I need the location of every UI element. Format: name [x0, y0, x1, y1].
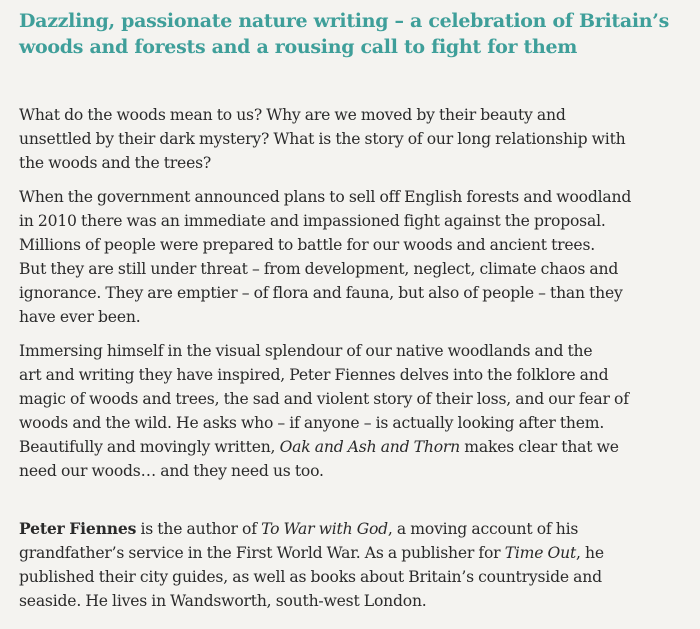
- paragraph-line: What do the woods mean to us? Why are we moved by their beauty and: [19, 106, 566, 124]
- text-run: is the author of: [136, 520, 262, 538]
- paragraph-line: Millions of people were prepared to battle for our woods and ancient trees.: [19, 236, 596, 254]
- bio-line: [19, 541, 691, 565]
- headline-line-2: woods and forests and a rousing call to fight for them: [19, 36, 578, 58]
- paragraph-1: [19, 103, 691, 175]
- paragraph-line: [19, 435, 691, 459]
- text-run: , a moving account of his: [387, 520, 579, 538]
- paragraph-line: woods and the wild. He asks who – if anyone – is actually looking after them.: [19, 414, 605, 432]
- text-run: Beautifully and movingly written,: [19, 438, 280, 456]
- book-title: To War with God: [261, 520, 388, 538]
- bio-line: seaside. He lives in Wandsworth, south-west London.: [19, 592, 427, 610]
- book-title: Oak and Ash and Thorn: [279, 438, 461, 456]
- author-bio: [19, 517, 691, 613]
- bio-line: published their city guides, as well as books about Britain’s countryside and: [19, 568, 602, 586]
- paragraph-line: magic of woods and trees, the sad and violent story of their loss, and our fear of: [19, 390, 629, 408]
- paragraph-line: ignorance. They are emptier – of flora and fauna, but also of people – than they: [19, 284, 623, 302]
- paragraph-line: When the government announced plans to sell off English forests and woodland: [19, 188, 632, 206]
- paragraph-line: need our woods… and they need us too.: [19, 462, 324, 480]
- publication-title: Time Out: [504, 544, 577, 562]
- paragraph-line: But they are still under threat – from development, neglect, climate chaos and: [19, 260, 619, 278]
- back-cover: [19, 8, 691, 613]
- text-run: grandfather’s service in the First World War. As a publisher for: [19, 544, 505, 562]
- paragraph-3: [19, 339, 691, 483]
- paragraph-line: unsettled by their dark mystery? What is the story of our long relationship with: [19, 130, 626, 148]
- text-run: , he: [576, 544, 604, 562]
- paragraph-line: Immersing himself in the visual splendour of our native woodlands and the: [19, 342, 593, 360]
- text-run: makes clear that we: [460, 438, 619, 456]
- paragraph-line: art and writing they have inspired, Peter Fiennes delves into the folklore and: [19, 366, 609, 384]
- paragraph-line: the woods and the trees?: [19, 154, 212, 172]
- paragraph-line: in 2010 there was an immediate and impassioned fight against the proposal.: [19, 212, 606, 230]
- headline-line-1: Dazzling, passionate nature writing – a celebration of Britain’s: [19, 10, 670, 32]
- paragraph-line: have ever been.: [19, 308, 141, 326]
- paragraph-2: [19, 185, 691, 329]
- author-name: Peter Fiennes: [19, 519, 137, 538]
- bio-line: [19, 517, 691, 541]
- headline: [19, 8, 691, 60]
